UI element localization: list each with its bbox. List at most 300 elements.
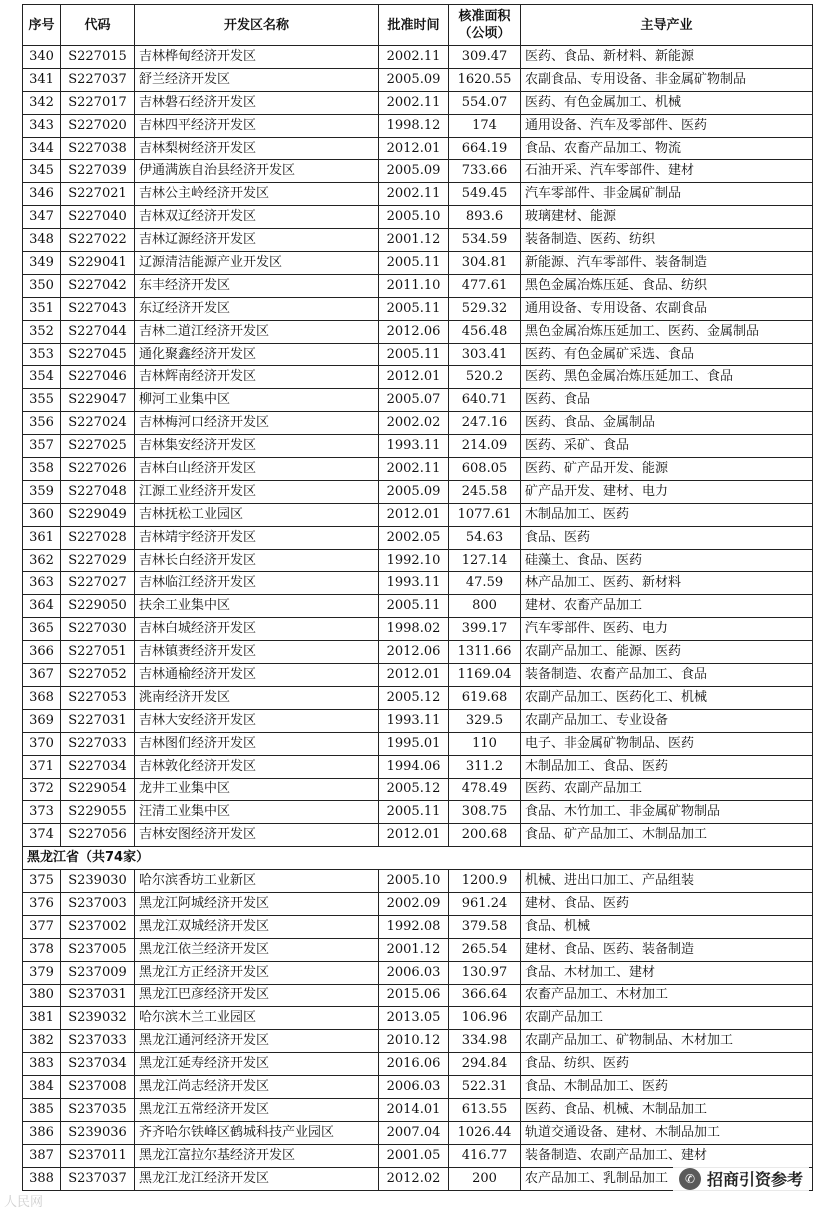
row-approval-date: 2002.11 — [379, 458, 449, 481]
row-area: 294.84 — [449, 1053, 521, 1076]
row-zone-name: 伊通满族自治县经济开发区 — [135, 160, 379, 183]
row-seq: 349 — [23, 252, 61, 275]
table-row — [23, 206, 813, 229]
row-approval-date: 2002.05 — [379, 526, 449, 549]
row-industry: 黑色金属冶炼压延、食品、纺织 — [521, 274, 813, 297]
row-approval-date: 2012.06 — [379, 320, 449, 343]
row-zone-name: 吉林大安经济开发区 — [135, 709, 379, 732]
row-zone-name: 洮南经济开发区 — [135, 686, 379, 709]
row-code: S229047 — [61, 389, 135, 412]
row-code: S227042 — [61, 274, 135, 297]
header-date: 批准时间 — [379, 5, 449, 46]
row-seq: 384 — [23, 1076, 61, 1099]
table-row — [23, 435, 813, 458]
row-zone-name: 龙井工业集中区 — [135, 778, 379, 801]
row-area: 534.59 — [449, 229, 521, 252]
row-industry: 矿产品开发、建材、电力 — [521, 480, 813, 503]
row-area: 477.61 — [449, 274, 521, 297]
row-zone-name: 黑龙江阿城经济开发区 — [135, 892, 379, 915]
row-area: 329.5 — [449, 709, 521, 732]
table-row — [23, 618, 813, 641]
row-area: 520.2 — [449, 366, 521, 389]
row-zone-name: 黑龙江延寿经济开发区 — [135, 1053, 379, 1076]
row-zone-name: 吉林安图经济开发区 — [135, 824, 379, 847]
row-code: S237031 — [61, 984, 135, 1007]
row-area: 549.45 — [449, 183, 521, 206]
row-industry: 食品、机械 — [521, 915, 813, 938]
row-area: 1620.55 — [449, 68, 521, 91]
row-seq: 351 — [23, 297, 61, 320]
row-zone-name: 吉林磐石经济开发区 — [135, 91, 379, 114]
row-seq: 344 — [23, 137, 61, 160]
row-area: 214.09 — [449, 435, 521, 458]
row-zone-name: 黑龙江方正经济开发区 — [135, 961, 379, 984]
header-seq: 序号 — [23, 5, 61, 46]
row-industry: 食品、医药 — [521, 526, 813, 549]
row-approval-date: 2005.09 — [379, 480, 449, 503]
table-row — [23, 549, 813, 572]
table-row — [23, 1144, 813, 1167]
row-code: S227028 — [61, 526, 135, 549]
wechat-icon: ✆ — [679, 1168, 701, 1190]
row-zone-name: 吉林四平经济开发区 — [135, 114, 379, 137]
row-code: S239030 — [61, 870, 135, 893]
row-approval-date: 1998.12 — [379, 114, 449, 137]
row-industry: 医药、食品、金属制品 — [521, 412, 813, 435]
row-code: S227025 — [61, 435, 135, 458]
row-area: 800 — [449, 595, 521, 618]
row-approval-date: 2006.03 — [379, 961, 449, 984]
row-approval-date: 2012.01 — [379, 503, 449, 526]
row-industry: 食品、农畜产品加工、物流 — [521, 137, 813, 160]
row-industry: 轨道交通设备、建材、木制品加工 — [521, 1121, 813, 1144]
row-code: S237002 — [61, 915, 135, 938]
row-industry: 新能源、汽车零部件、装备制造 — [521, 252, 813, 275]
row-industry: 食品、纺织、医药 — [521, 1053, 813, 1076]
table-row — [23, 915, 813, 938]
row-zone-name: 吉林长白经济开发区 — [135, 549, 379, 572]
row-approval-date: 2005.11 — [379, 343, 449, 366]
table-row — [23, 297, 813, 320]
watermark-badge — [673, 1165, 809, 1192]
row-approval-date: 2002.09 — [379, 892, 449, 915]
row-zone-name: 黑龙江通河经济开发区 — [135, 1030, 379, 1053]
table-row — [23, 389, 813, 412]
row-code: S227022 — [61, 229, 135, 252]
row-code: S227027 — [61, 572, 135, 595]
row-industry: 石油开采、汽车零部件、建材 — [521, 160, 813, 183]
table-row — [23, 778, 813, 801]
row-approval-date: 2010.12 — [379, 1030, 449, 1053]
row-zone-name: 吉林桦甸经济开发区 — [135, 46, 379, 69]
row-area: 265.54 — [449, 938, 521, 961]
row-area: 247.16 — [449, 412, 521, 435]
row-area: 54.63 — [449, 526, 521, 549]
row-approval-date: 2006.03 — [379, 1076, 449, 1099]
row-code: S227045 — [61, 343, 135, 366]
row-approval-date: 1993.11 — [379, 709, 449, 732]
header-area: 核准面积（公顷） — [449, 5, 521, 46]
row-approval-date: 1992.08 — [379, 915, 449, 938]
row-seq: 368 — [23, 686, 61, 709]
row-industry: 硅藻土、食品、医药 — [521, 549, 813, 572]
table-row — [23, 664, 813, 687]
row-industry: 农副产品加工 — [521, 1007, 813, 1030]
table-row — [23, 1098, 813, 1121]
row-area: 379.58 — [449, 915, 521, 938]
table-row — [23, 274, 813, 297]
row-seq: 364 — [23, 595, 61, 618]
table-row — [23, 46, 813, 69]
table-row — [23, 595, 813, 618]
row-industry: 医药、食品 — [521, 389, 813, 412]
row-code: S237034 — [61, 1053, 135, 1076]
row-zone-name: 江源工业经济开发区 — [135, 480, 379, 503]
row-code: S237008 — [61, 1076, 135, 1099]
row-code: S227038 — [61, 137, 135, 160]
table-row — [23, 229, 813, 252]
row-seq: 345 — [23, 160, 61, 183]
row-area: 127.14 — [449, 549, 521, 572]
row-area: 613.55 — [449, 1098, 521, 1121]
row-zone-name: 吉林通榆经济开发区 — [135, 664, 379, 687]
table-row — [23, 1076, 813, 1099]
row-area: 893.6 — [449, 206, 521, 229]
section-row — [23, 847, 813, 870]
table-row — [23, 503, 813, 526]
row-area: 1200.9 — [449, 870, 521, 893]
row-code: S227051 — [61, 641, 135, 664]
row-zone-name: 吉林集安经济开发区 — [135, 435, 379, 458]
row-seq: 370 — [23, 732, 61, 755]
row-seq: 340 — [23, 46, 61, 69]
row-zone-name: 齐齐哈尔铁峰区鹤城科技产业园区 — [135, 1121, 379, 1144]
row-zone-name: 柳河工业集中区 — [135, 389, 379, 412]
development-zone-table — [22, 4, 813, 1191]
row-zone-name: 黑龙江尚志经济开发区 — [135, 1076, 379, 1099]
table-row — [23, 732, 813, 755]
row-area: 304.81 — [449, 252, 521, 275]
row-seq: 341 — [23, 68, 61, 91]
table-row — [23, 1030, 813, 1053]
row-industry: 黑色金属冶炼压延加工、医药、金属制品 — [521, 320, 813, 343]
heilongjiang-rows — [23, 870, 813, 1190]
row-industry: 林产品加工、医药、新材料 — [521, 572, 813, 595]
row-approval-date: 2005.11 — [379, 297, 449, 320]
row-approval-date: 2001.05 — [379, 1144, 449, 1167]
row-code: S237033 — [61, 1030, 135, 1053]
jilin-rows — [23, 46, 813, 847]
table-row — [23, 755, 813, 778]
row-industry: 装备制造、农副产品加工、建材 — [521, 1144, 813, 1167]
table-row — [23, 160, 813, 183]
header-code: 代码 — [61, 5, 135, 46]
row-seq: 367 — [23, 664, 61, 687]
table-row — [23, 824, 813, 847]
row-seq: 360 — [23, 503, 61, 526]
row-area: 334.98 — [449, 1030, 521, 1053]
table-row — [23, 961, 813, 984]
row-approval-date: 2001.12 — [379, 938, 449, 961]
row-seq: 383 — [23, 1053, 61, 1076]
row-seq: 362 — [23, 549, 61, 572]
table-row — [23, 366, 813, 389]
row-area: 522.31 — [449, 1076, 521, 1099]
table-row — [23, 870, 813, 893]
row-approval-date: 1995.01 — [379, 732, 449, 755]
row-zone-name: 黑龙江双城经济开发区 — [135, 915, 379, 938]
row-industry: 汽车零部件、医药、电力 — [521, 618, 813, 641]
row-approval-date: 2012.01 — [379, 824, 449, 847]
row-industry: 农畜产品加工、木材加工 — [521, 984, 813, 1007]
row-area: 106.96 — [449, 1007, 521, 1030]
row-seq: 357 — [23, 435, 61, 458]
row-code: S227039 — [61, 160, 135, 183]
row-area: 303.41 — [449, 343, 521, 366]
row-area: 366.64 — [449, 984, 521, 1007]
row-approval-date: 2012.06 — [379, 641, 449, 664]
table-row — [23, 801, 813, 824]
row-code: S227053 — [61, 686, 135, 709]
row-seq: 350 — [23, 274, 61, 297]
row-code: S227020 — [61, 114, 135, 137]
row-approval-date: 2005.11 — [379, 252, 449, 275]
table-row — [23, 114, 813, 137]
row-zone-name: 汪清工业集中区 — [135, 801, 379, 824]
row-industry: 医药、采矿、食品 — [521, 435, 813, 458]
row-code: S227024 — [61, 412, 135, 435]
table-row — [23, 686, 813, 709]
row-code: S229050 — [61, 595, 135, 618]
row-approval-date: 1994.06 — [379, 755, 449, 778]
row-industry: 装备制造、医药、纺织 — [521, 229, 813, 252]
row-area: 1169.04 — [449, 664, 521, 687]
row-approval-date: 2013.05 — [379, 1007, 449, 1030]
row-code: S227056 — [61, 824, 135, 847]
row-approval-date: 2005.09 — [379, 160, 449, 183]
heilongjiang-section — [23, 847, 813, 870]
row-area: 664.19 — [449, 137, 521, 160]
row-industry: 医药、食品、机械、木制品加工 — [521, 1098, 813, 1121]
header-industry: 主导产业 — [521, 5, 813, 46]
row-code: S239036 — [61, 1121, 135, 1144]
row-approval-date: 2002.02 — [379, 412, 449, 435]
row-seq: 374 — [23, 824, 61, 847]
row-approval-date: 1993.11 — [379, 435, 449, 458]
row-industry: 农副产品加工、矿物制品、木材加工 — [521, 1030, 813, 1053]
row-area: 200 — [449, 1167, 521, 1190]
row-area: 174 — [449, 114, 521, 137]
row-industry: 建材、食品、医药、装备制造 — [521, 938, 813, 961]
row-seq: 386 — [23, 1121, 61, 1144]
row-approval-date: 2005.07 — [379, 389, 449, 412]
row-code: S229055 — [61, 801, 135, 824]
row-area: 733.66 — [449, 160, 521, 183]
table-row — [23, 480, 813, 503]
row-seq: 379 — [23, 961, 61, 984]
row-zone-name: 辽源清洁能源产业开发区 — [135, 252, 379, 275]
row-code: S237035 — [61, 1098, 135, 1121]
row-industry: 汽车零部件、非金属矿制品 — [521, 183, 813, 206]
row-seq: 348 — [23, 229, 61, 252]
table-row — [23, 252, 813, 275]
row-industry: 农副产品加工、医药化工、机械 — [521, 686, 813, 709]
row-approval-date: 2016.06 — [379, 1053, 449, 1076]
row-approval-date: 2005.09 — [379, 68, 449, 91]
row-area: 1311.66 — [449, 641, 521, 664]
row-seq: 387 — [23, 1144, 61, 1167]
row-seq: 352 — [23, 320, 61, 343]
row-zone-name: 扶余工业集中区 — [135, 595, 379, 618]
row-code: S227034 — [61, 755, 135, 778]
watermark-left: 人民网 — [4, 1195, 44, 1210]
row-area: 308.75 — [449, 801, 521, 824]
row-area: 200.68 — [449, 824, 521, 847]
row-approval-date: 2005.11 — [379, 801, 449, 824]
row-area: 554.07 — [449, 91, 521, 114]
row-code: S227048 — [61, 480, 135, 503]
row-zone-name: 吉林抚松工业园区 — [135, 503, 379, 526]
row-zone-name: 哈尔滨木兰工业园区 — [135, 1007, 379, 1030]
row-approval-date: 2005.11 — [379, 595, 449, 618]
row-industry: 建材、食品、医药 — [521, 892, 813, 915]
table-row — [23, 1121, 813, 1144]
table-row — [23, 984, 813, 1007]
row-zone-name: 吉林白城经济开发区 — [135, 618, 379, 641]
row-area: 619.68 — [449, 686, 521, 709]
row-zone-name: 东丰经济开发区 — [135, 274, 379, 297]
row-approval-date: 2002.11 — [379, 91, 449, 114]
row-seq: 388 — [23, 1167, 61, 1190]
row-code: S227037 — [61, 68, 135, 91]
row-area: 608.05 — [449, 458, 521, 481]
row-industry: 食品、木竹加工、非金属矿物制品 — [521, 801, 813, 824]
row-approval-date: 2007.04 — [379, 1121, 449, 1144]
row-area: 1026.44 — [449, 1121, 521, 1144]
row-approval-date: 1998.02 — [379, 618, 449, 641]
row-industry: 农副产品加工、专业设备 — [521, 709, 813, 732]
row-approval-date: 2005.12 — [379, 686, 449, 709]
section-heading-heilongjiang: 黑龙江省（共74家） — [23, 847, 813, 870]
row-area: 311.2 — [449, 755, 521, 778]
row-code: S227015 — [61, 46, 135, 69]
table-row — [23, 458, 813, 481]
row-seq: 373 — [23, 801, 61, 824]
row-industry: 建材、农畜产品加工 — [521, 595, 813, 618]
row-industry: 木制品加工、食品、医药 — [521, 755, 813, 778]
row-code: S227046 — [61, 366, 135, 389]
row-zone-name: 吉林二道江经济开发区 — [135, 320, 379, 343]
table-row — [23, 183, 813, 206]
row-industry: 电子、非金属矿物制品、医药 — [521, 732, 813, 755]
row-industry: 医药、食品、新材料、新能源 — [521, 46, 813, 69]
row-zone-name: 吉林辉南经济开发区 — [135, 366, 379, 389]
row-approval-date: 2011.10 — [379, 274, 449, 297]
row-area: 110 — [449, 732, 521, 755]
row-seq: 385 — [23, 1098, 61, 1121]
row-zone-name: 吉林图们经济开发区 — [135, 732, 379, 755]
row-area: 309.47 — [449, 46, 521, 69]
row-seq: 355 — [23, 389, 61, 412]
row-code: S237005 — [61, 938, 135, 961]
row-zone-name: 黑龙江依兰经济开发区 — [135, 938, 379, 961]
row-zone-name: 黑龙江富拉尔基经济开发区 — [135, 1144, 379, 1167]
table-row — [23, 343, 813, 366]
row-approval-date: 2002.11 — [379, 46, 449, 69]
table-row — [23, 91, 813, 114]
row-industry: 农副食品、专用设备、非金属矿物制品 — [521, 68, 813, 91]
row-zone-name: 吉林临江经济开发区 — [135, 572, 379, 595]
header-name: 开发区名称 — [135, 5, 379, 46]
row-area: 1077.61 — [449, 503, 521, 526]
row-zone-name: 哈尔滨香坊工业新区 — [135, 870, 379, 893]
row-code: S237009 — [61, 961, 135, 984]
row-seq: 375 — [23, 870, 61, 893]
row-industry: 通用设备、专用设备、农副食品 — [521, 297, 813, 320]
row-area: 640.71 — [449, 389, 521, 412]
table-row — [23, 892, 813, 915]
row-code: S229054 — [61, 778, 135, 801]
row-seq: 359 — [23, 480, 61, 503]
row-zone-name: 黑龙江龙江经济开发区 — [135, 1167, 379, 1190]
row-seq: 354 — [23, 366, 61, 389]
row-seq: 382 — [23, 1030, 61, 1053]
row-seq: 369 — [23, 709, 61, 732]
row-seq: 353 — [23, 343, 61, 366]
table-row — [23, 572, 813, 595]
row-seq: 363 — [23, 572, 61, 595]
row-industry: 食品、木制品加工、医药 — [521, 1076, 813, 1099]
row-seq: 371 — [23, 755, 61, 778]
row-industry: 玻璃建材、能源 — [521, 206, 813, 229]
row-approval-date: 2012.02 — [379, 1167, 449, 1190]
table-row — [23, 1053, 813, 1076]
row-zone-name: 黑龙江巴彦经济开发区 — [135, 984, 379, 1007]
row-approval-date: 2002.11 — [379, 183, 449, 206]
row-zone-name: 吉林靖宇经济开发区 — [135, 526, 379, 549]
row-seq: 347 — [23, 206, 61, 229]
row-approval-date: 2005.10 — [379, 870, 449, 893]
row-approval-date: 2005.10 — [379, 206, 449, 229]
row-industry: 木制品加工、医药 — [521, 503, 813, 526]
row-approval-date: 2012.01 — [379, 664, 449, 687]
row-zone-name: 吉林梅河口经济开发区 — [135, 412, 379, 435]
row-approval-date: 2001.12 — [379, 229, 449, 252]
row-zone-name: 吉林辽源经济开发区 — [135, 229, 379, 252]
row-approval-date: 2012.01 — [379, 366, 449, 389]
table-row — [23, 709, 813, 732]
row-code: S227030 — [61, 618, 135, 641]
row-area: 478.49 — [449, 778, 521, 801]
table-row — [23, 68, 813, 91]
row-area: 456.48 — [449, 320, 521, 343]
row-approval-date: 2014.01 — [379, 1098, 449, 1121]
row-approval-date: 2015.06 — [379, 984, 449, 1007]
row-code: S227031 — [61, 709, 135, 732]
row-seq: 361 — [23, 526, 61, 549]
row-seq: 380 — [23, 984, 61, 1007]
row-code: S227033 — [61, 732, 135, 755]
row-code: S227029 — [61, 549, 135, 572]
row-zone-name: 舒兰经济开发区 — [135, 68, 379, 91]
row-industry: 装备制造、农畜产品加工、食品 — [521, 664, 813, 687]
row-code: S227052 — [61, 664, 135, 687]
row-industry: 食品、木材加工、建材 — [521, 961, 813, 984]
row-seq: 343 — [23, 114, 61, 137]
row-code: S227044 — [61, 320, 135, 343]
row-approval-date: 1993.11 — [379, 572, 449, 595]
row-area: 961.24 — [449, 892, 521, 915]
